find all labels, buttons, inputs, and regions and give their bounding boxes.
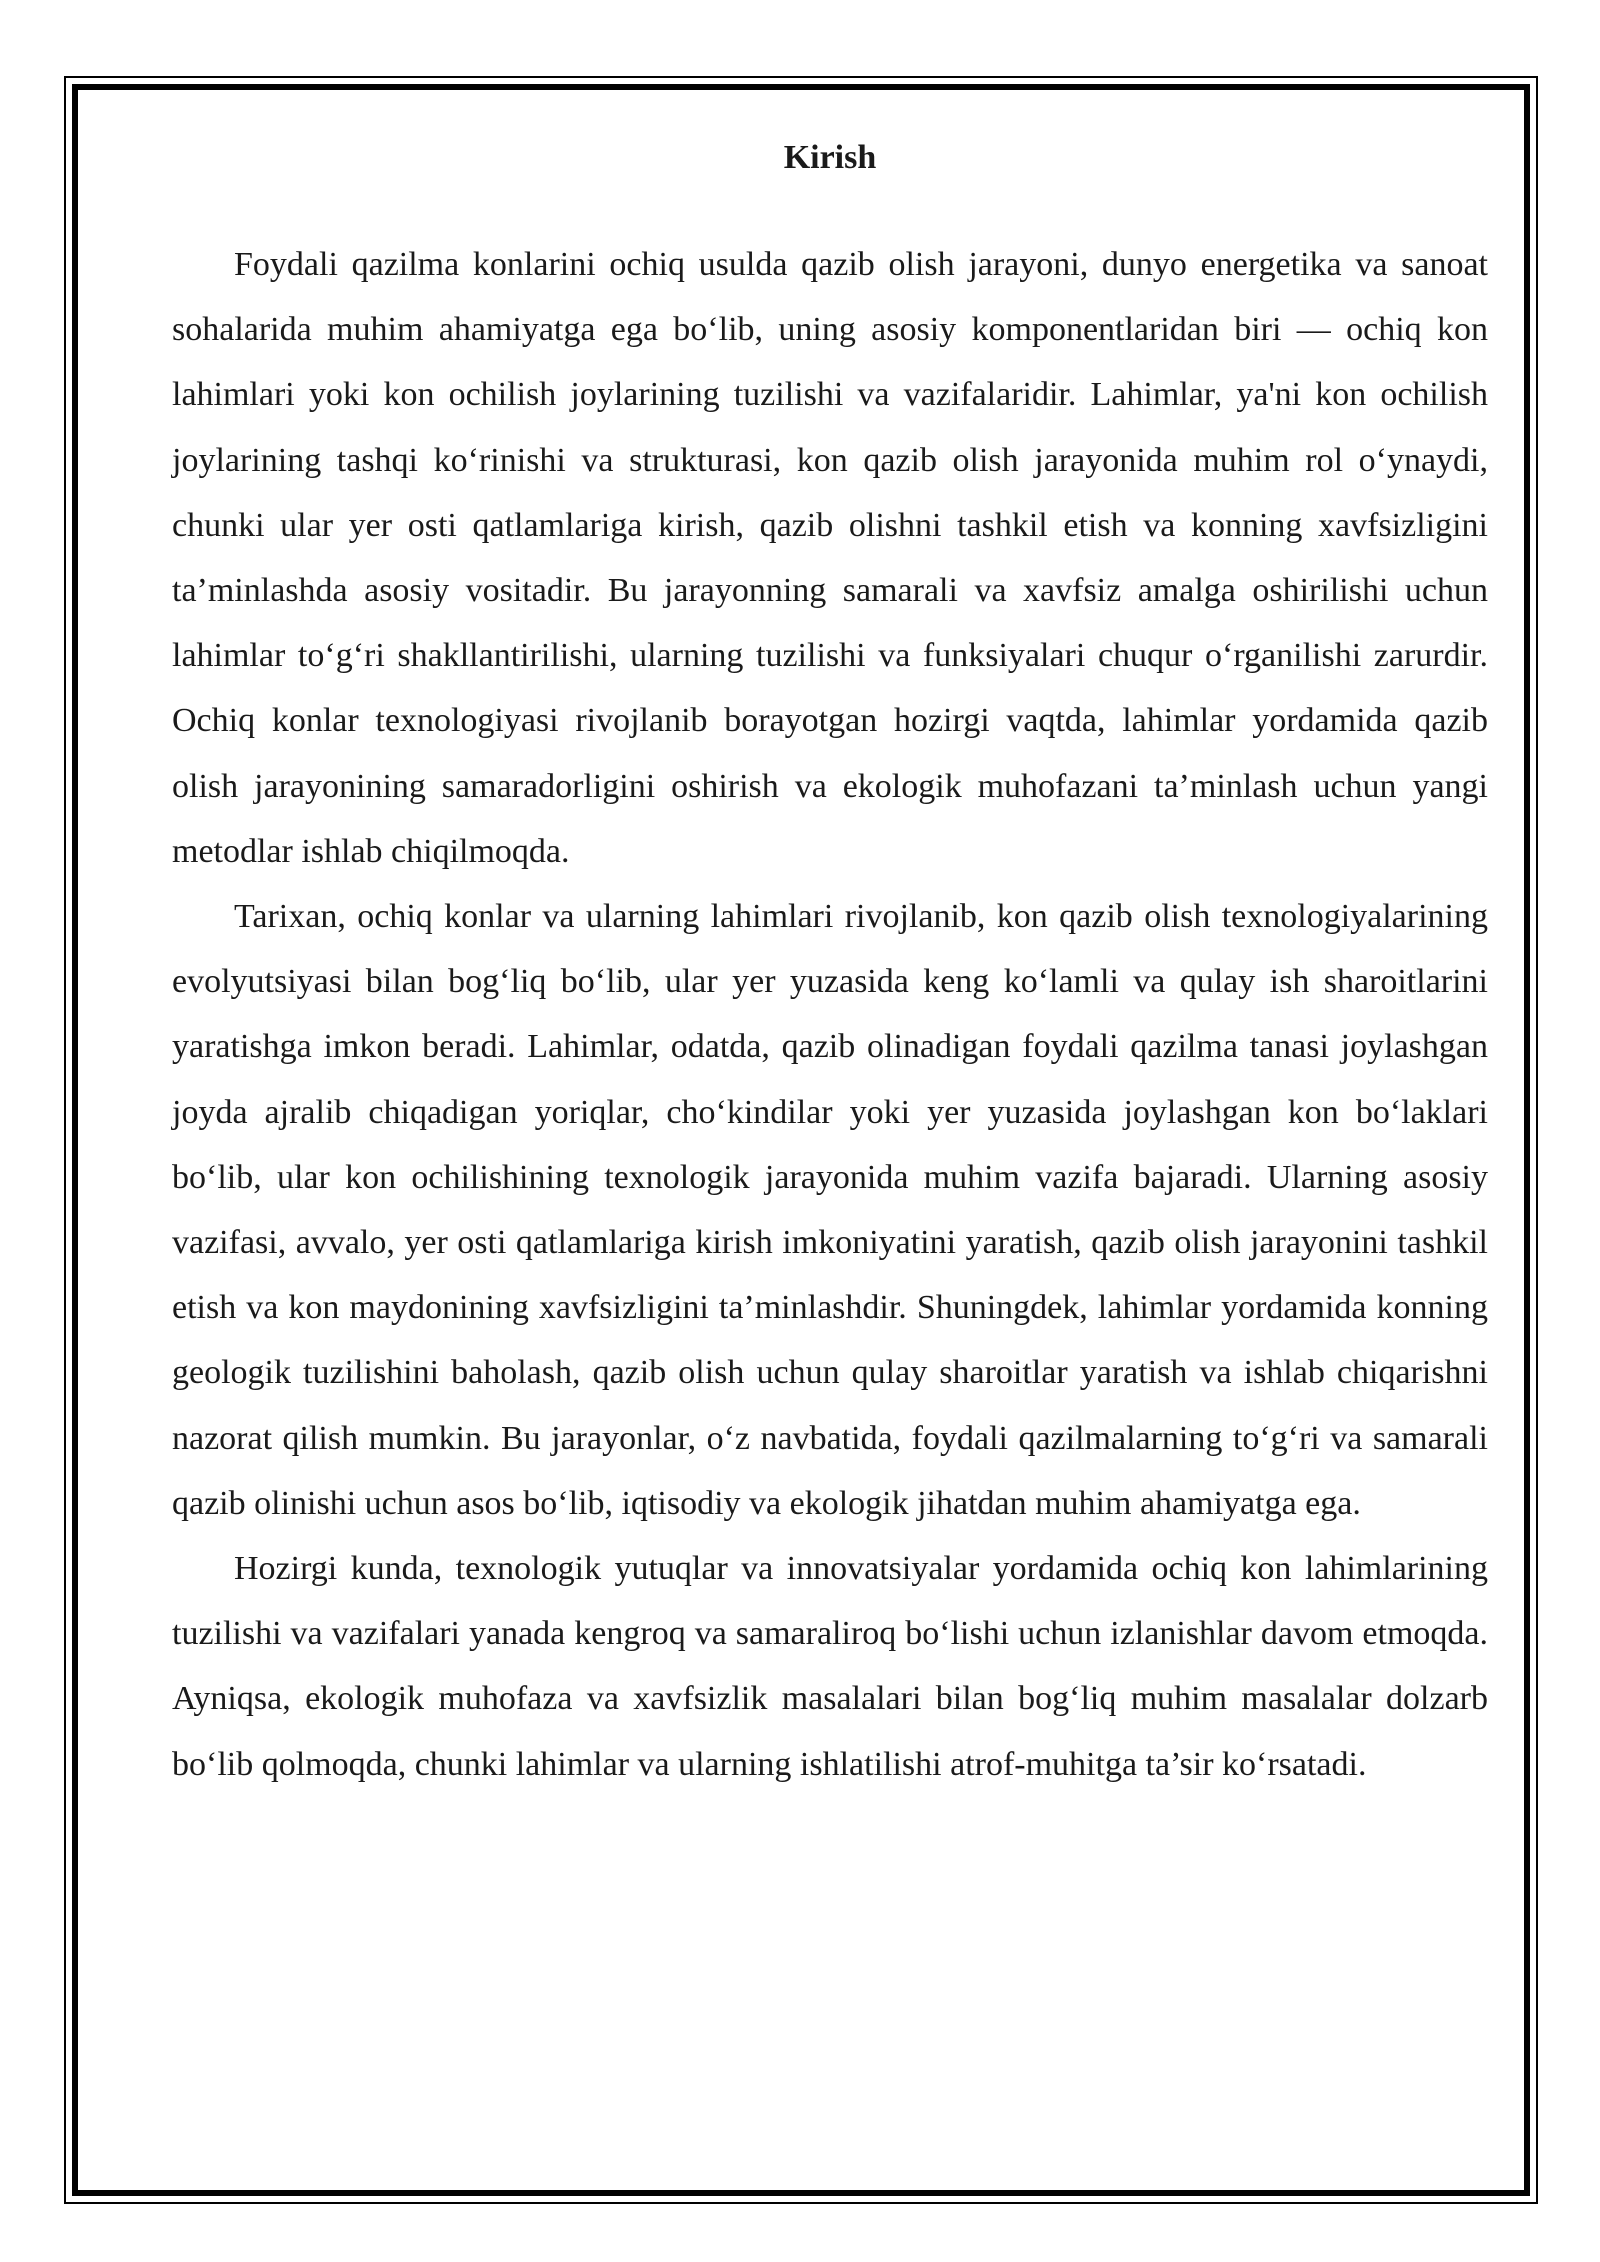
page-content [172,128,1488,1797]
paragraph-3: Hozirgi kunda, texnologik yutuqlar va innovatsiyalar yordamida ochiq kon lahimlarining tuzilishi va vazifalari yanada kengroq va samaraliroq bo‘lishi uchun izlanishlar davom etmoqda. Ayniqsa, ekologik muhofaza va xavfsizlik masalalari bilan bog‘liq muhim masalalar dolzarb bo‘lib qolmoqda, chunki lahimlar va ularning ishlatilishi atrof-muhitga ta’sir ko‘rsatadi. [172,1550,1488,1783]
document-title: Kirish [783,139,877,176]
paragraph-1: Foydali qazilma konlarini ochiq usulda qazib olish jarayoni, dunyo energetika va sanoat sohalarida muhim ahamiyatga ega bo‘lib, uning asosiy komponentlaridan biri — ochiq kon lahimlari yoki kon ochilish joylarining tuzilishi va vazifalaridir. Lahimlar, ya'ni kon ochilish joylarining tashqi ko‘rinishi va strukturasi, kon qazib olish jarayonida muhim rol o‘ynaydi, chunki ular yer osti qatlamlariga kirish, qazib olishni tashkil etish va konning xavfsizligini ta’minlashda asosiy vositadir. Bu jarayonning samarali va xavfsiz amalga oshirilishi uchun lahimlar to‘g‘ri shakllantirilishi, ularning tuzilishi va funksiyalari chuqur o‘rganilishi zarurdir. Ochiq konlar texnologiyasi rivojlanib borayotgan hozirgi vaqtda, lahimlar yordamida qazib olish jarayonining samaradorligini oshirish va ekologik muhofazani ta’minlash uchun yangi metodlar ishlab chiqilmoqda. [172,246,1488,870]
paragraph-2: Tarixan, ochiq konlar va ularning lahimlari rivojlanib, kon qazib olish texnologiyalarining evolyutsiyasi bilan bog‘liq bo‘lib, ular yer yuzasida keng ko‘lamli va qulay ish sharoitlarini yaratishga imkon beradi. Lahimlar, odatda, qazib olinadigan foydali qazilma tanasi joylashgan joyda ajralib chiqadigan yoriqlar, cho‘kindilar yoki yer yuzasida joylashgan kon bo‘laklari bo‘lib, ular kon ochilishining texnologik jarayonida muhim vazifa bajaradi. Ularning asosiy vazifasi, avvalo, yer osti qatlamlariga kirish imkoniyatini yaratish, qazib olish jarayonini tashkil etish va kon maydonining xavfsizligini ta’minlashdir. Shuningdek, lahimlar yordamida konning geologik tuzilishini baholash, qazib olish uchun qulay sharoitlar yaratish va ishlab chiqarishni nazorat qilish mumkin. Bu jarayonlar, o‘z navbatida, foydali qazilmalarning to‘g‘ri va samarali qazib olinishi uchun asos bo‘lib, iqtisodiy va ekologik jihatdan muhim ahamiyatga ega. [172,898,1488,1522]
